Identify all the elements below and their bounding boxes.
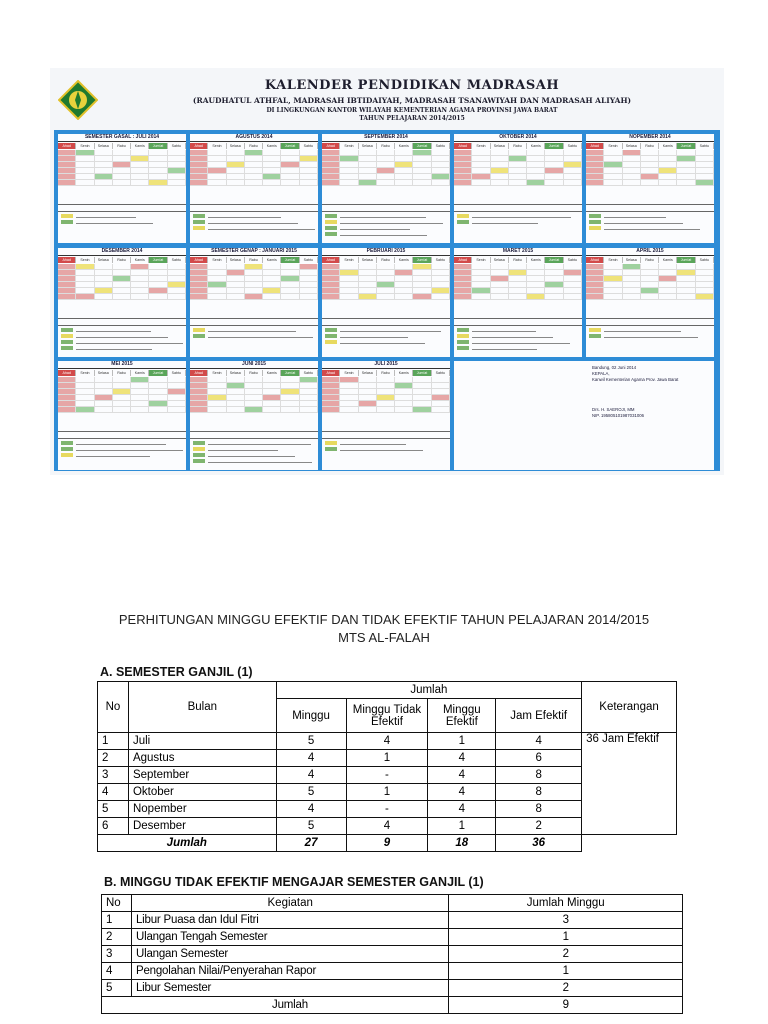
row-efektif: 1 <box>428 733 496 750</box>
weekday-label: Kamis <box>131 370 149 376</box>
weekday-label: Senin <box>208 257 226 263</box>
weekday-label: Selasa <box>95 370 113 376</box>
row-jumlah: 1 <box>449 963 683 980</box>
day-grid <box>322 264 450 300</box>
weekday-label: Selasa <box>227 257 245 263</box>
row-minggu: 4 <box>276 801 346 818</box>
month-panel <box>322 248 450 357</box>
holiday-notes <box>325 214 447 238</box>
weekday-label: Jum'at <box>281 143 299 149</box>
weekday-label: Rabu <box>245 143 263 149</box>
weekday-label: Rabu <box>641 143 659 149</box>
row-minggu: 5 <box>276 784 346 801</box>
row-tidak: 1 <box>346 750 428 767</box>
weekday-label: Jum'at <box>281 370 299 376</box>
col-jumlah-minggu: Jumlah Minggu <box>449 895 683 912</box>
table-row <box>98 733 677 750</box>
weekday-label: Kamis <box>395 257 413 263</box>
row-keterangan: 36 Jam Efektif <box>582 733 677 835</box>
month-title: DESEMBER 2014 <box>58 248 186 256</box>
weekday-header <box>586 257 714 263</box>
weekday-label: Sabtu <box>168 370 186 376</box>
weekday-label: Jum'at <box>413 143 431 149</box>
semester-table <box>97 681 677 852</box>
col-no: No <box>102 895 132 912</box>
holiday-notes <box>193 214 315 232</box>
weekday-label: Rabu <box>377 143 395 149</box>
holiday-notes <box>457 328 579 352</box>
table-row <box>102 912 683 929</box>
signature-line: Drs. H. SAEROJI, MM <box>592 407 635 412</box>
month-title: SEMESTER GASAL : JULI 2014 <box>58 134 186 142</box>
row-jam: 4 <box>496 733 582 750</box>
effective-days-strip <box>190 204 318 212</box>
weekday-label: Selasa <box>227 370 245 376</box>
weekday-label: Kamis <box>263 143 281 149</box>
row-jam: 8 <box>496 767 582 784</box>
col-tidak-efektif: Minggu Tidak Efektif <box>346 699 428 733</box>
signature-line: Bandung, 02 Juni 2014 <box>592 365 637 370</box>
weekday-label: Sabtu <box>300 370 318 376</box>
total-row <box>98 835 677 852</box>
row-kegiatan: Libur Puasa dan Idul Fitri <box>131 912 448 929</box>
row-tidak: - <box>346 801 428 818</box>
month-title: SEMESTER GENAP : JANUARI 2015 <box>190 248 318 256</box>
weekday-header <box>454 257 582 263</box>
weekday-label: Senin <box>340 257 358 263</box>
row-kegiatan: Ulangan Tengah Semester <box>131 929 448 946</box>
row-bulan: September <box>128 767 276 784</box>
row-tidak: - <box>346 767 428 784</box>
weekday-label: Selasa <box>623 257 641 263</box>
weekday-label: Sabtu <box>564 143 582 149</box>
effective-days-strip <box>322 431 450 439</box>
holiday-notes <box>457 214 579 226</box>
effective-days-strip <box>454 204 582 212</box>
row-no: 3 <box>98 767 129 784</box>
effective-days-strip <box>58 318 186 326</box>
weekday-header <box>454 143 582 149</box>
row-no: 6 <box>98 818 129 835</box>
col-kegiatan: Kegiatan <box>131 895 448 912</box>
weekday-label: Kamis <box>527 143 545 149</box>
weekday-label: Jum'at <box>413 257 431 263</box>
row-kegiatan: Pengolahan Nilai/Penyerahan Rapor <box>131 963 448 980</box>
weekday-label: Kamis <box>131 257 149 263</box>
day-grid <box>322 377 450 413</box>
row-tidak: 4 <box>346 733 428 750</box>
weekday-label: Rabu <box>113 257 131 263</box>
weekday-label: Selasa <box>227 143 245 149</box>
weekday-label: Sabtu <box>168 143 186 149</box>
weekday-label: Kamis <box>659 257 677 263</box>
total-tidak: 9 <box>346 835 428 852</box>
weekday-header <box>190 143 318 149</box>
weekday-label: Jum'at <box>545 257 563 263</box>
weekday-label: Selasa <box>491 143 509 149</box>
table-row <box>102 963 683 980</box>
row-jam: 2 <box>496 818 582 835</box>
weekday-label: Ahad <box>454 143 472 149</box>
total-jumlah: 9 <box>449 997 683 1014</box>
month-panel <box>58 134 186 243</box>
row-no: 1 <box>102 912 132 929</box>
row-kegiatan: Libur Semester <box>131 980 448 997</box>
row-minggu: 5 <box>276 818 346 835</box>
month-title: OKTOBER 2014 <box>454 134 582 142</box>
effective-days-strip <box>58 431 186 439</box>
effective-days-strip <box>586 318 714 326</box>
row-jam: 6 <box>496 750 582 767</box>
signature-panel <box>454 361 714 470</box>
month-panel <box>190 361 318 470</box>
holiday-notes <box>61 328 183 352</box>
effective-days-strip <box>190 318 318 326</box>
weekday-label: Senin <box>604 143 622 149</box>
weekday-label: Sabtu <box>564 257 582 263</box>
weekday-label: Jum'at <box>677 143 695 149</box>
weekday-label: Senin <box>340 370 358 376</box>
row-jumlah: 2 <box>449 946 683 963</box>
weekday-label: Sabtu <box>432 257 450 263</box>
total-row <box>102 997 683 1014</box>
row-kegiatan: Ulangan Semester <box>131 946 448 963</box>
day-grid <box>190 264 318 300</box>
holiday-notes <box>61 214 183 226</box>
weekday-label: Senin <box>604 257 622 263</box>
day-grid <box>454 150 582 186</box>
weekday-label: Selasa <box>359 370 377 376</box>
weekday-label: Senin <box>76 143 94 149</box>
month-panel <box>322 361 450 470</box>
weekday-label: Rabu <box>377 370 395 376</box>
weekday-label: Ahad <box>58 143 76 149</box>
row-no: 4 <box>98 784 129 801</box>
day-grid <box>586 264 714 300</box>
row-tidak: 1 <box>346 784 428 801</box>
weekday-header <box>190 370 318 376</box>
table-row <box>102 946 683 963</box>
col-bulan: Bulan <box>128 682 276 733</box>
day-grid <box>586 150 714 186</box>
weekday-label: Ahad <box>190 143 208 149</box>
weekday-label: Jum'at <box>677 257 695 263</box>
month-panel <box>454 248 582 357</box>
row-minggu: 5 <box>276 733 346 750</box>
weekday-label: Ahad <box>586 257 604 263</box>
col-jam-efektif: Jam Efektif <box>496 699 582 733</box>
row-minggu: 4 <box>276 767 346 784</box>
signature-line: NIP. 195805101987031006 <box>592 413 645 418</box>
row-bulan: Oktober <box>128 784 276 801</box>
weekday-label: Kamis <box>527 257 545 263</box>
weekday-label: Jum'at <box>545 143 563 149</box>
weekday-header <box>58 257 186 263</box>
row-efektif: 4 <box>428 784 496 801</box>
row-bulan: Juli <box>128 733 276 750</box>
row-no: 5 <box>102 980 132 997</box>
section-a-heading: A. SEMESTER GANJIL (1) <box>100 665 253 679</box>
holiday-notes <box>193 328 315 340</box>
day-grid <box>454 264 582 300</box>
weekday-label: Jum'at <box>281 257 299 263</box>
month-title: JULI 2015 <box>322 361 450 369</box>
row-bulan: Desember <box>128 818 276 835</box>
weekday-label: Rabu <box>113 143 131 149</box>
month-title: PEBRUARI 2015 <box>322 248 450 256</box>
row-no: 4 <box>102 963 132 980</box>
row-jumlah: 3 <box>449 912 683 929</box>
effective-days-strip <box>190 431 318 439</box>
weekday-label: Jum'at <box>149 257 167 263</box>
row-efektif: 4 <box>428 801 496 818</box>
row-efektif: 4 <box>428 767 496 784</box>
holiday-notes <box>61 441 183 459</box>
day-grid <box>322 150 450 186</box>
month-panel <box>454 134 582 243</box>
weekday-label: Ahad <box>322 257 340 263</box>
calendar-poster <box>50 68 724 475</box>
row-jumlah: 1 <box>449 929 683 946</box>
weekday-label: Kamis <box>263 370 281 376</box>
weekday-label: Ahad <box>190 257 208 263</box>
holiday-notes <box>589 214 711 232</box>
weekday-label: Sabtu <box>696 143 714 149</box>
row-efektif: 4 <box>428 750 496 767</box>
section-b-heading: B. MINGGU TIDAK EFEKTIF MENGAJAR SEMESTER GANJIL (1) <box>104 875 484 889</box>
col-jumlah: Jumlah <box>276 682 581 699</box>
row-no: 3 <box>102 946 132 963</box>
weekday-label: Sabtu <box>300 143 318 149</box>
total-label: Jumlah <box>131 997 448 1014</box>
row-efektif: 1 <box>428 818 496 835</box>
poster-title: KALENDER PENDIDIKAN MADRASAH <box>264 78 560 93</box>
month-panel <box>190 134 318 243</box>
weekday-label: Kamis <box>395 370 413 376</box>
month-panel <box>586 134 714 243</box>
weekday-label: Rabu <box>113 370 131 376</box>
holiday-notes <box>325 441 447 453</box>
report-title: PERHITUNGAN MINGGU EFEKTIF DAN TIDAK EFEKTIF TAHUN PELAJARAN 2014/2015 <box>118 612 650 627</box>
row-jumlah: 2 <box>449 980 683 997</box>
day-grid <box>190 377 318 413</box>
calendar-board <box>54 130 720 471</box>
weekday-label: Jum'at <box>149 370 167 376</box>
effective-days-strip <box>322 318 450 326</box>
effective-days-strip <box>322 204 450 212</box>
weekday-label: Rabu <box>377 257 395 263</box>
total-label: Jumlah <box>98 835 277 852</box>
row-jam: 8 <box>496 801 582 818</box>
weekday-label: Sabtu <box>300 257 318 263</box>
weekday-label: Senin <box>76 370 94 376</box>
month-panel <box>586 248 714 357</box>
weekday-label: Ahad <box>322 370 340 376</box>
day-grid <box>190 150 318 186</box>
row-bulan: Nopember <box>128 801 276 818</box>
weekday-label: Selasa <box>95 143 113 149</box>
total-efektif: 18 <box>428 835 496 852</box>
weekday-label: Kamis <box>131 143 149 149</box>
col-minggu: Minggu <box>276 699 346 733</box>
weekday-header <box>190 257 318 263</box>
month-title: JUNI 2015 <box>190 361 318 369</box>
effective-days-strip <box>454 318 582 326</box>
weekday-label: Ahad <box>190 370 208 376</box>
month-title: MARET 2015 <box>454 248 582 256</box>
weekday-label: Senin <box>208 143 226 149</box>
weekday-label: Senin <box>76 257 94 263</box>
weekday-label: Sabtu <box>432 370 450 376</box>
ministry-logo-icon <box>58 80 98 120</box>
weekday-label: Senin <box>472 257 490 263</box>
signature-line: Kanwil Kementerian Agama Prov. Jawa Barat <box>592 377 679 382</box>
total-jam: 36 <box>496 835 582 852</box>
day-grid <box>58 150 186 186</box>
weekday-label: Selasa <box>623 143 641 149</box>
weekday-header <box>322 257 450 263</box>
school-name: MTS AL-FALAH <box>338 630 430 645</box>
weekday-label: Jum'at <box>149 143 167 149</box>
weekday-label: Rabu <box>245 257 263 263</box>
table-row <box>102 980 683 997</box>
effective-days-strip <box>586 204 714 212</box>
month-title: APRIL 2015 <box>586 248 714 256</box>
poster-header <box>110 78 714 122</box>
month-title: SEPTEMBER 2014 <box>322 134 450 142</box>
weekday-header <box>322 370 450 376</box>
activity-table <box>101 894 683 1014</box>
weekday-label: Ahad <box>454 257 472 263</box>
col-keterangan: Keterangan <box>582 682 677 733</box>
holiday-notes <box>193 441 315 465</box>
row-bulan: Agustus <box>128 750 276 767</box>
month-panel <box>322 134 450 243</box>
poster-year: TAHUN PELAJARAN 2014/2015 <box>359 115 465 122</box>
weekday-label: Selasa <box>95 257 113 263</box>
poster-region: DI LINGKUNGAN KANTOR WILAYAH KEMENTERIAN AGAMA PROVINSI JAWA BARAT <box>266 107 558 114</box>
row-jam: 8 <box>496 784 582 801</box>
weekday-label: Selasa <box>491 257 509 263</box>
weekday-label: Ahad <box>58 257 76 263</box>
weekday-label: Ahad <box>322 143 340 149</box>
month-panel <box>58 248 186 357</box>
day-grid <box>58 264 186 300</box>
weekday-label: Rabu <box>509 143 527 149</box>
weekday-label: Senin <box>208 370 226 376</box>
weekday-label: Sabtu <box>432 143 450 149</box>
weekday-label: Rabu <box>245 370 263 376</box>
weekday-label: Kamis <box>659 143 677 149</box>
weekday-label: Rabu <box>509 257 527 263</box>
total-minggu: 27 <box>276 835 346 852</box>
weekday-header <box>322 143 450 149</box>
weekday-header <box>586 143 714 149</box>
day-grid <box>58 377 186 413</box>
weekday-header <box>58 143 186 149</box>
weekday-label: Kamis <box>263 257 281 263</box>
month-title: NOPEMBER 2014 <box>586 134 714 142</box>
row-no: 1 <box>98 733 129 750</box>
poster-subtitle: (RAUDHATUL ATHFAL, MADRASAH IBTIDAIYAH, MADRASAH TSANAWIYAH DAN MADRASAH ALIYAH) <box>192 96 632 105</box>
weekday-header <box>58 370 186 376</box>
row-no: 2 <box>98 750 129 767</box>
holiday-notes <box>589 328 711 340</box>
weekday-label: Jum'at <box>413 370 431 376</box>
row-no: 2 <box>102 929 132 946</box>
weekday-label: Senin <box>340 143 358 149</box>
holiday-notes <box>325 328 447 346</box>
weekday-label: Selasa <box>359 257 377 263</box>
weekday-label: Senin <box>472 143 490 149</box>
col-no: No <box>98 682 129 733</box>
col-efektif: Minggu Efektif <box>428 699 496 733</box>
signature-line: KEPALA, <box>592 371 610 376</box>
month-panel <box>190 248 318 357</box>
weekday-label: Selasa <box>359 143 377 149</box>
row-minggu: 4 <box>276 750 346 767</box>
weekday-label: Sabtu <box>168 257 186 263</box>
weekday-label: Rabu <box>641 257 659 263</box>
weekday-label: Ahad <box>586 143 604 149</box>
weekday-label: Ahad <box>58 370 76 376</box>
month-title: AGUSTUS 2014 <box>190 134 318 142</box>
weekday-label: Sabtu <box>696 257 714 263</box>
row-tidak: 4 <box>346 818 428 835</box>
weekday-label: Kamis <box>395 143 413 149</box>
month-panel <box>58 361 186 470</box>
month-title: MEI 2015 <box>58 361 186 369</box>
effective-days-strip <box>58 204 186 212</box>
table-row <box>102 929 683 946</box>
row-no: 5 <box>98 801 129 818</box>
